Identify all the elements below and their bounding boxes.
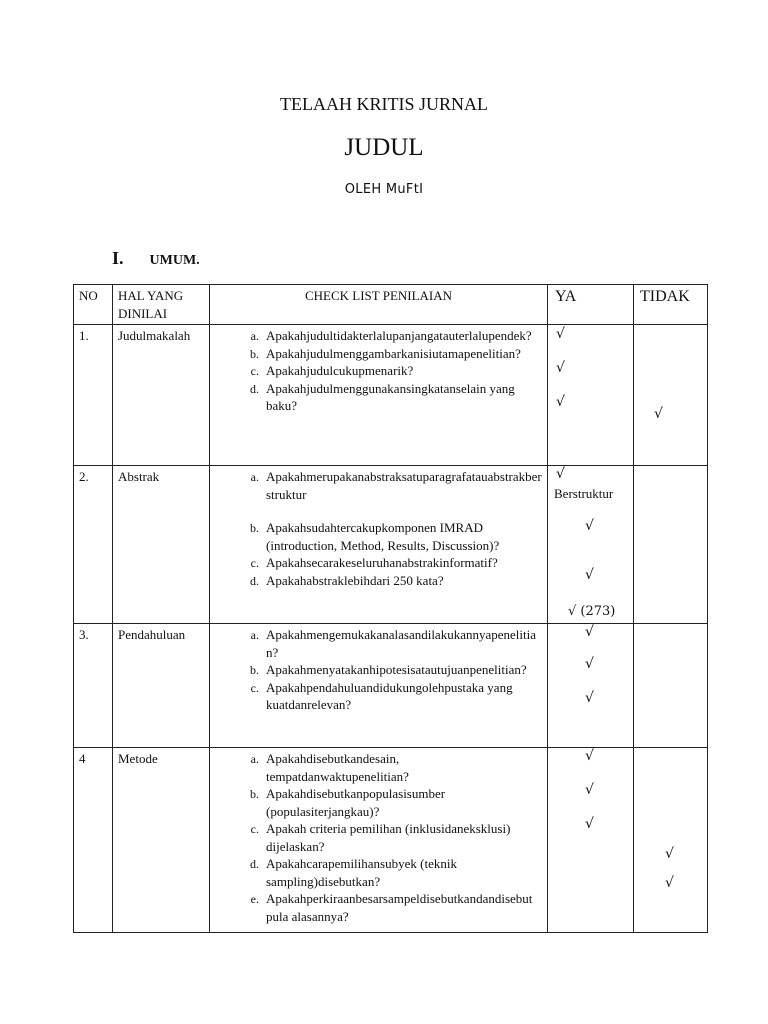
check-mark: √ — [654, 406, 663, 422]
checklist-item: b. Apakahmenyatakanhipotesisatautujuanpenelitian? — [262, 661, 542, 679]
ya-cell — [548, 748, 634, 933]
checklist-item: c. Apakah criteria pemilihan (inklusidaneksklusi) dijelaskan? — [262, 820, 542, 855]
checklist-item: d. Apakahjudulmenggunakansingkatanselain yang baku? — [262, 380, 542, 415]
check-mark: √ — [585, 816, 594, 832]
tidak-cell — [634, 466, 708, 624]
ya-cell — [548, 325, 634, 466]
row-topic: Abstrak — [113, 466, 210, 624]
checklist-item: d. Apakahabstraklebihdari 250 kata? — [262, 572, 542, 590]
checklist-item: a. Apakahmengemukakanalasandilakukannyapenelitian? — [262, 626, 542, 661]
check-mark: √ — [585, 690, 594, 706]
check-mark: √ — [585, 748, 594, 764]
section-label: UMUM. — [149, 253, 200, 268]
row-checklist — [210, 325, 548, 466]
tidak-cell — [634, 325, 708, 466]
table-row — [74, 325, 708, 466]
check-mark: √ — [556, 466, 565, 482]
checklist-item: a. Apakahdisebutkandesain, tempatdanwaktupenelitian? — [262, 750, 542, 785]
check-mark: √ — [665, 875, 674, 891]
header-ya: YA — [548, 285, 634, 325]
checklist-item: e. Apakahperkiraanbesarsampeldisebutkandandisebut pula alasannya? — [262, 890, 542, 925]
tidak-cell — [634, 748, 708, 933]
ya-note: Berstruktur — [554, 486, 614, 501]
checklist-item: c. Apakahjudulcukupmenarik? — [262, 362, 542, 380]
check-mark: √ (273) — [568, 604, 616, 619]
table-row — [74, 466, 708, 624]
checklist-item: c. Apakahsecarakeseluruhanabstrakinformatif? — [262, 554, 542, 572]
checklist-item: b. Apakahdisebutkanpopulasisumber (populasiterjangkau)? — [262, 785, 542, 820]
tidak-cell — [634, 624, 708, 748]
check-mark: √ — [556, 360, 565, 376]
section-number: I. — [112, 248, 124, 268]
check-mark: √ — [585, 624, 594, 640]
checklist-item: a. Apakahjudultidakterlalupanjangatauterlalupendek? — [262, 327, 542, 345]
ya-cell — [548, 624, 634, 748]
row-number: 3. — [74, 624, 113, 748]
row-number: 4 — [74, 748, 113, 933]
check-mark: √ — [585, 567, 594, 583]
row-checklist — [210, 748, 548, 933]
check-mark: √ — [665, 846, 674, 862]
row-topic: Judulmakalah — [113, 325, 210, 466]
table-row — [74, 624, 708, 748]
row-number: 2. — [74, 466, 113, 624]
check-mark: √ — [585, 656, 594, 672]
row-checklist — [210, 466, 548, 624]
check-mark: √ — [556, 394, 565, 410]
document-title: TELAAH KRITIS JURNAL — [280, 94, 488, 114]
assessment-table — [73, 284, 708, 933]
checklist-item: b. Apakahsudahtercakupkomponen IMRAD (introduction, Method, Results, Discussion)? — [262, 519, 542, 554]
header-no: NO — [74, 285, 113, 325]
checklist-item: d. Apakahcarapemilihansubyek (teknik sampling)disebutkan? — [262, 855, 542, 890]
check-mark: √ — [585, 518, 594, 534]
check-mark: √ — [585, 782, 594, 798]
table-row — [74, 748, 708, 933]
header-check: CHECK LIST PENILAIAN — [210, 285, 548, 325]
table-header-row — [74, 285, 708, 325]
checklist-item: a. Apakahmerupakanabstraksatuparagrafatauabstrakberstruktur — [262, 468, 542, 503]
check-mark: √ — [556, 326, 565, 342]
header-hal: HAL YANG DINILAI — [113, 285, 210, 325]
header-tidak: TIDAK — [634, 285, 708, 325]
row-topic: Pendahuluan — [113, 624, 210, 748]
checklist-item: b. Apakahjudulmenggambarkanisiutamapenelitian? — [262, 345, 542, 363]
section-heading — [112, 248, 200, 269]
ya-cell — [548, 466, 634, 624]
row-checklist — [210, 624, 548, 748]
author-line: OLEH MuFtI — [344, 182, 424, 197]
row-number: 1. — [74, 325, 113, 466]
checklist-item: c. Apakahpendahuluandidukungolehpustaka yang kuatdanrelevan? — [262, 679, 542, 714]
row-topic: Metode — [113, 748, 210, 933]
document-subtitle: JUDUL — [344, 134, 424, 161]
